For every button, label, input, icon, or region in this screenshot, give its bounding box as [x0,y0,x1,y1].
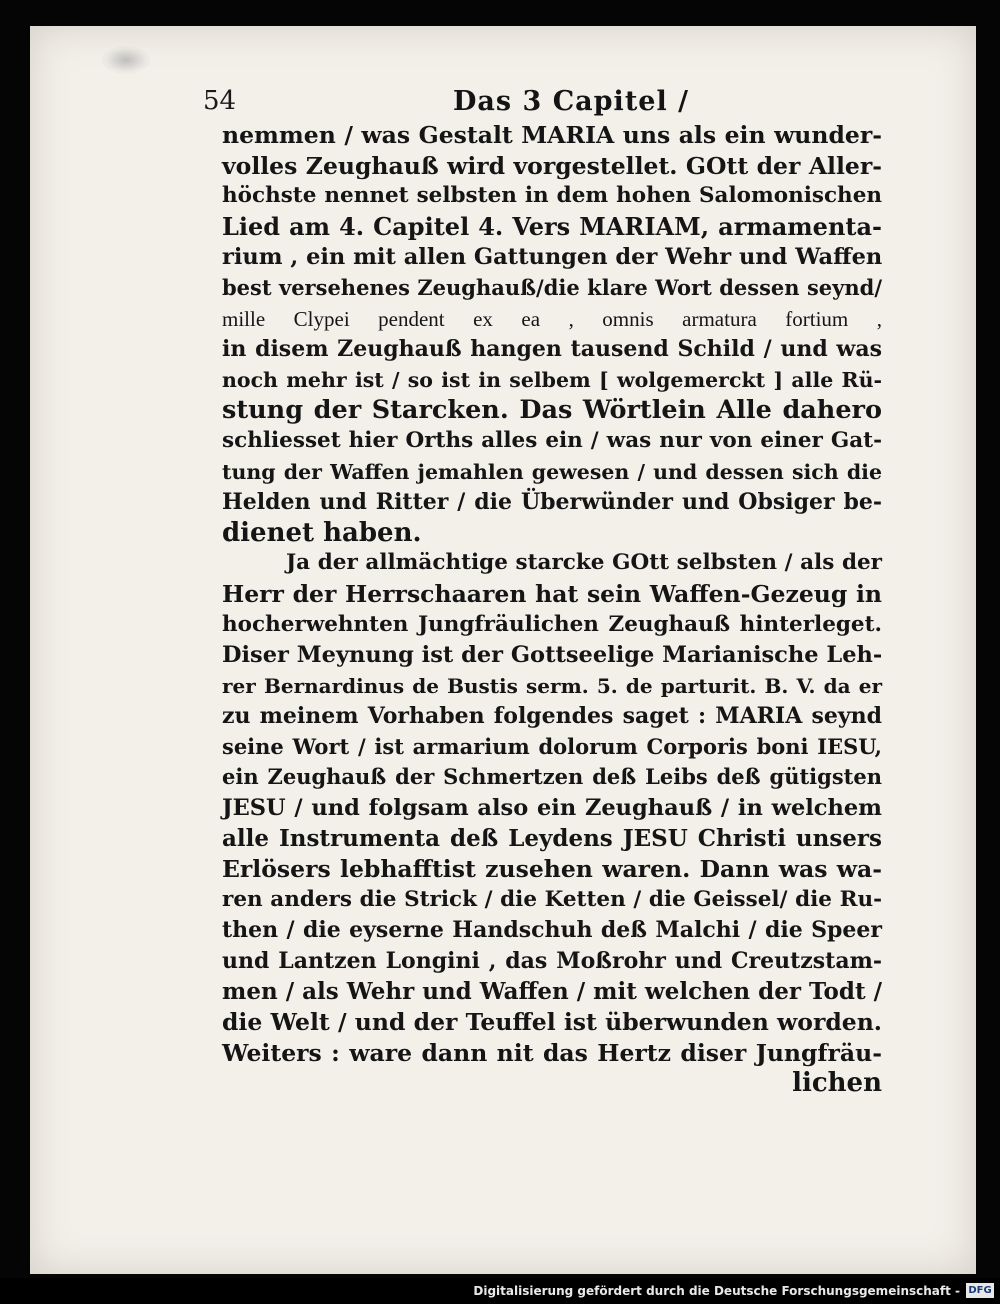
text-line: volles Zeughauß wird vorgestellet. GOtt der Aller- [222,151,882,180]
text-line: ein Zeughauß der Schmertzen deß Leibs deß gütigsten [222,764,882,790]
text-line: mille Clypei pendent ex ea , omnis armatura fortium , [222,306,882,331]
dfg-logo-icon: DFG [966,1283,994,1298]
text-line: rer Bernardinus de Bustis serm. 5. de parturit. B. V. da er [222,673,882,698]
text-line: then / die eyserne Handschuh deß Malchi / die Speer [222,917,882,944]
text-line: JESU / und folgsam also ein Zeughauß / in welchem [222,795,882,822]
text-line: Helden und Ritter / die Überwünder und Obsiger be- [222,489,882,516]
text-line: alle Instrumenta deß Leydens JESU Christi unsers [222,824,882,852]
text-line: nemmen / was Gestalt MARIA uns als ein wunder- [222,121,882,149]
text-line: stung der Starcken. Das Wörtlein Alle dahero [222,395,882,426]
text-line: Erlösers lebhafftist zusehen waren. Dann was wa- [222,855,882,884]
text-line: höchste nennet selbsten in dem hohen Salomonischen [222,183,882,209]
text-line: men / als Wehr und Waffen / mit welchen der Todt / [222,977,882,1005]
text-line: noch mehr ist / so ist in selbem [ wolgemerckt ] alle Rü- [222,367,882,392]
text-line: zu meinem Vorhaben folgendes saget : MARIA seynd [222,703,882,730]
text-line: Diser Meynung ist der Gottseelige Marianische Leh- [222,642,883,669]
text-line: die Welt / und der Teuffel ist überwunden worden. [222,1008,882,1037]
digitization-footer [0,1278,1000,1304]
catchword: lichen [792,1068,882,1099]
body-text [222,120,882,1099]
text-line: rium , ein mit allen Gattungen der Wehr und Waffen [222,244,883,271]
text-line: seine Wort / ist armarium dolorum Corporis boni IESU, [222,733,882,759]
page-number: 54 [203,86,237,116]
text-line: tung der Waffen jemahlen gewesen / und dessen sich die [222,459,882,484]
funding-credit: Digitalisierung gefördert durch die Deutsche Forschungsgemeinschaft - [473,1284,960,1298]
text-line: und Lantzen Longini , das Moßrohr und Creutzstam- [222,948,882,975]
text-line: dienet haben. [222,517,422,548]
ink-smudge [102,46,150,74]
text-line: hocherwehnten Jungfräulichen Zeughauß hinterleget. [222,611,882,637]
text-line: best versehenes Zeughauß/die klare Wort dessen seynd/ [222,274,882,300]
text-line: in disem Zeughauß hangen tausend Schild / und was [222,336,882,363]
text-line: ren anders die Strick / die Ketten / die Geissel/ die Ru- [222,886,882,912]
page-header [203,86,883,120]
running-head: Das 3 Capitel / [453,86,689,117]
text-line: Lied am 4. Capitel 4. Vers MARIAM, armamenta- [222,211,882,241]
text-line: Weiters : ware dann nit das Hertz diser Jungfräu- [222,1038,882,1067]
text-line: schliesset hier Orths alles ein / was nur von einer Gat- [222,427,882,453]
text-line: Ja der allmächtige starcke GOtt selbsten / als der [286,550,882,576]
text-line: Herr der Herrschaaren hat sein Waffen-Gezeug in [222,579,882,608]
